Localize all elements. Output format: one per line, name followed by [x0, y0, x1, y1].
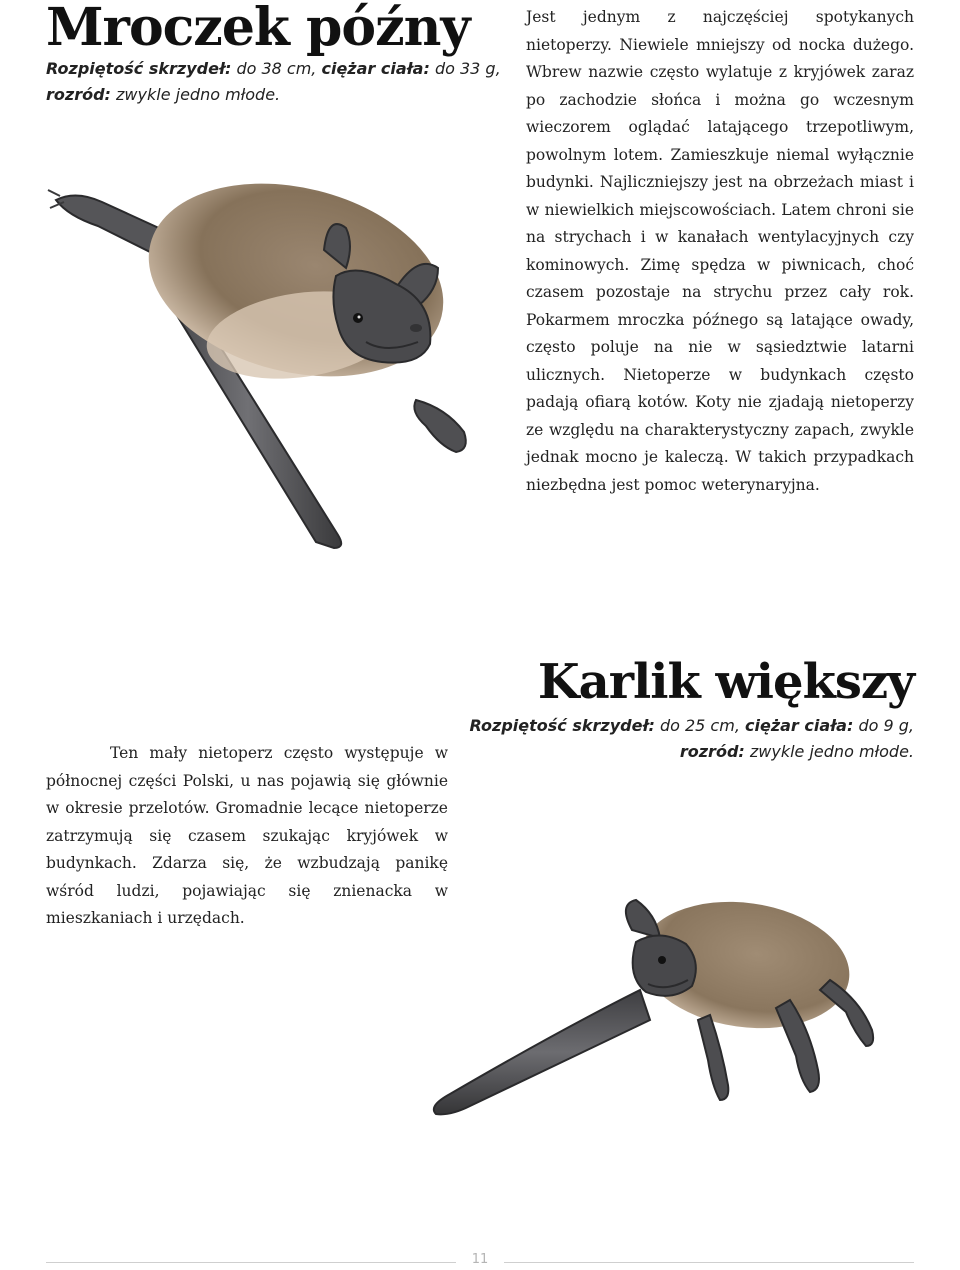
- wingspan-value: do 38 cm,: [236, 59, 317, 78]
- bat-illustration-mroczek: [46, 150, 486, 560]
- species-title-karlik: Karlik większy: [537, 654, 914, 710]
- weight-value: do 9 g,: [858, 716, 914, 735]
- species-description-karlik: Ten mały nietoperz często występuje w północnej części Polski, u nas pojawią się głównie w okresie przelotów. Gromadnie lecące nietoperze zatrzymują się czasem szukając kryjówek w budynkach. Zdarza się, że wzbudzają panikę wśród ludzi, pojawiając się znienacka w mieszkaniach i urzędach.: [46, 744, 448, 927]
- wingspan-label: Rozpiętość skrzydeł:: [469, 716, 655, 735]
- species-stats-karlik: [444, 713, 914, 765]
- bat-illustration-karlik: [410, 880, 880, 1130]
- footer-rule-left: [46, 1262, 456, 1263]
- species-title-mroczek: Mroczek późny: [46, 0, 470, 58]
- litter-label: rozród:: [46, 85, 111, 104]
- footer-rule-right: [504, 1262, 914, 1263]
- weight-value: do 33 g,: [434, 59, 501, 78]
- litter-label: rozród:: [679, 742, 745, 761]
- litter-value: zwykle jedno młode.: [116, 85, 281, 104]
- wingspan-value: do 25 cm,: [659, 716, 740, 735]
- page-number: 11: [471, 1252, 489, 1267]
- weight-label: ciężar ciała:: [745, 716, 854, 735]
- wingspan-label: Rozpiętość skrzydeł:: [46, 59, 232, 78]
- litter-value: zwykle jedno młode.: [749, 742, 914, 761]
- species-stats-mroczek: [46, 56, 516, 108]
- species-description-mroczek: Jest jednym z najczęściej spotykanych nietoperzy. Niewiele mniejszy od nocka dużego. Wbrew nazwie często wylatuje z kryjówek zaraz po zachodzie słońca i można go wczesnym wieczorem oglądać latającego trzepotliwym, powolnym lotem. Zamieszkuje niemal wyłącznie budynki. Najliczniejszy jest na obrzeżach miast i w niewielkich miejscowościach. Latem chroni sie na strychach i w kanałach wentylacyjnych czy kominowych. Zimę spędza w piwnicach, choć czasem pozostaje na strychu przez cały rok. Pokarmem mroczka późnego są latające owady, często poluje na nie w sąsiedztwie latarni ulicznych. Nietoperze w budynkach często padają ofiarą kotów. Koty nie zjadają nietoperzy ze względu na charakterystyczny zapach, zwykle jednak mocno je kaleczą. W takich przypadkach niezbędna jest pomoc weterynaryjna.: [526, 8, 914, 494]
- weight-label: ciężar ciała:: [321, 59, 430, 78]
